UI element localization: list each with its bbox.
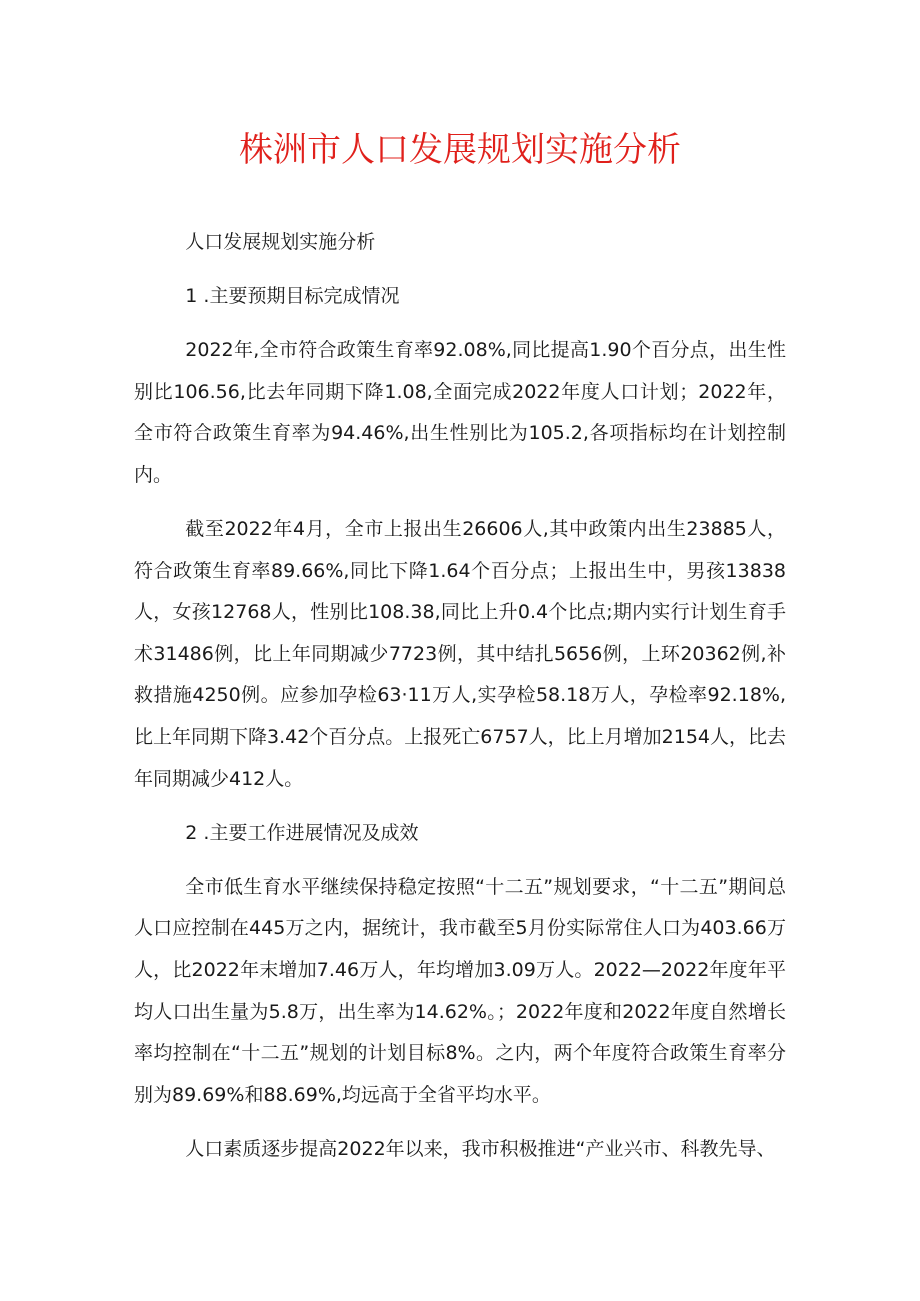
document-title: 株洲市人口发展规划实施分析 <box>239 130 681 170</box>
paragraph: 全市低生育水平继续保持稳定按照“十二五”规划要求，“十二五”期间总人口应控制在445万之内，据统计，我市截至5月份实际常住人口为403.66万人，比2022年末增加7.46万人，年均增加3.09万人。2022—2022年度年平均人口出生量为5.8万，出生率为14.62%。；2022年度和2022年度自然增长率均控制在“十二五”规划的计划目标8%。之内，两个年度符合政策生育率分别为89.69%和88.69%,均远高于全省平均水平。 <box>134 875 786 1106</box>
subsection-heading-2: 2 .主要工作进展情况及成效 <box>185 821 419 844</box>
paragraph: 2022年,全市符合政策生育率92.08%,同比提高1.90个百分点，出生性别比106.56,比去年同期下降1.08,全面完成2022年度人口计划；2022年，全市符合政策生育率为94.46%,出生性别比为105.2,各项指标均在计划控制内。 <box>134 339 786 486</box>
document-body <box>134 222 786 1183</box>
section-heading: 人口发展规划实施分析 <box>185 231 376 253</box>
paragraph: 人口素质逐步提高2022年以来，我市积极推进“产业兴市、科教先导、 <box>185 1137 776 1160</box>
subsection-heading-1: 1 .主要预期目标完成情况 <box>185 285 400 308</box>
paragraph: 截至2022年4月，全市上报出生26606人,其中政策内出生23885人，符合政策生育率89.66%,同比下降1.64个百分点；上报出生中，男孩13838人，女孩12768人，性别比108.38,同比上升0.4个比点;期内实行计划生育手术31486例，比上年同期减少7723例，其中结扎5656例，上环20362例,补救措施4250例。应参加孕检63·11万人,实孕检58.18万人，孕检率92.18%,比上年同期下降3.42个百分点。上报死亡6757人，比上月增加2154人，比去年同期减少412人。 <box>134 518 787 790</box>
